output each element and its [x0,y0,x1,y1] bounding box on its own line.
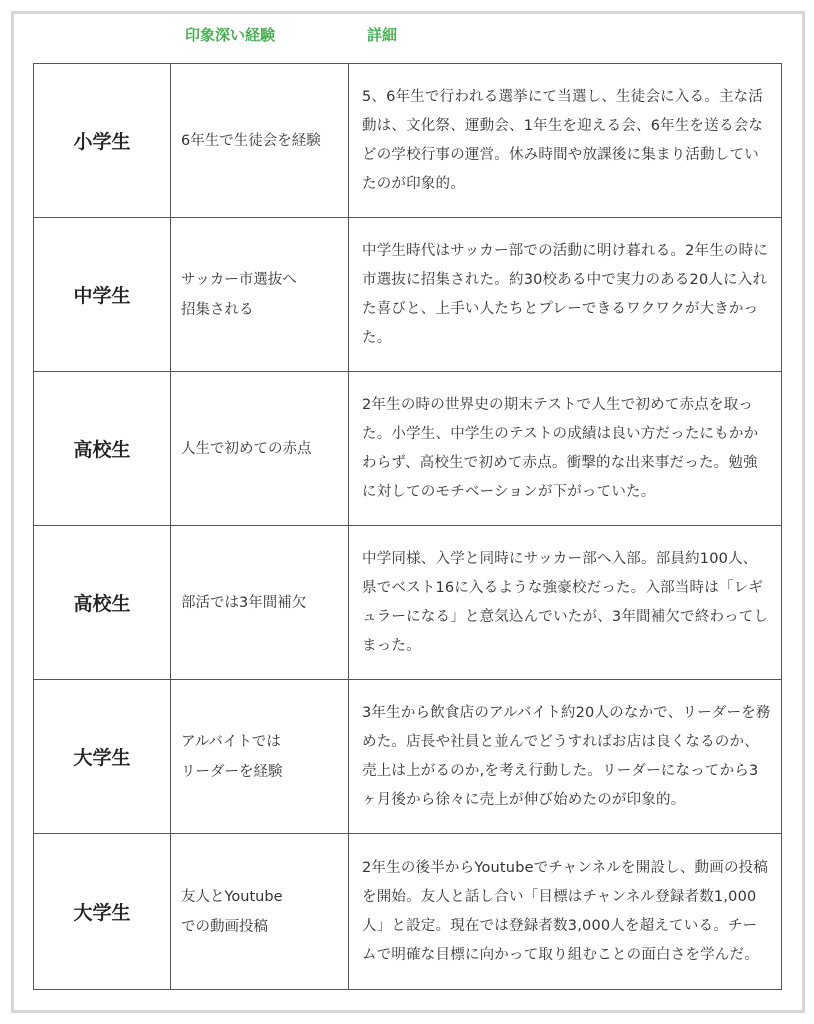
period-cell: 小学生 [34,64,171,218]
period-cell: 中学生 [34,218,171,372]
detail-cell: 3年生から飲食店のアルバイト約20人のなかで、リーダーを務めた。店長や社員と並んでどうすればお店は良くなるのか、売上は上がるのか,を考え行動した。リーダーになってから3ヶ月後から徐々に売上が伸び始めたのが印象的。 [349,680,782,834]
period-cell: 大学生 [34,834,171,990]
table-header [0,24,814,48]
period-cell: 高校生 [34,526,171,680]
experience-cell [171,680,349,834]
table-row [34,680,782,834]
experience-text: 友人とYoutube での動画投稿 [181,888,283,935]
table-row [34,526,782,680]
header-experience: 印象深い経験 [185,26,276,44]
experience-cell [171,834,349,990]
experience-text: サッカー市選抜へ 招集される [181,271,297,318]
detail-cell: 中学生時代はサッカー部での活動に明け暮れる。2年生の時に市選抜に招集された。約30校ある中で実力のある20人に入れた喜びと、上手い人たちとプレーできるワクワクが大きかった。 [349,218,782,372]
period-cell: 高校生 [34,372,171,526]
detail-cell: 5、6年生で行われる選挙にて当選し、生徒会に入る。主な活動は、文化祭、運動会、1年生を迎える会、6年生を送る会などの学校行事の運営。休み時間や放課後に集まり活動していたのが印象的。 [349,64,782,218]
experience-text: アルバイトでは リーダーを経験 [181,733,283,780]
experience-text: 6年生で生徒会を経験 [181,132,321,149]
experience-cell [171,372,349,526]
table-row [34,834,782,990]
detail-cell: 2年生の時の世界史の期末テストで人生で初めて赤点を取った。小学生、中学生のテストの成績は良い方だったにもかかわらず、高校生で初めて赤点。衝撃的な出来事だった。勉強に対してのモチベーションが下がっていた。 [349,372,782,526]
experience-cell [171,526,349,680]
experience-table [33,63,782,990]
table-row [34,64,782,218]
experience-cell [171,64,349,218]
detail-cell: 中学同様、入学と同時にサッカー部へ入部。部員約100人、県でベスト16に入るような強豪校だった。入部当時は「レギュラーになる」と意気込んでいたが、3年間補欠で終わってしまった。 [349,526,782,680]
table-row [34,372,782,526]
header-detail: 詳細 [367,26,398,44]
experience-text: 部活では3年間補欠 [181,594,307,611]
detail-cell: 2年生の後半からYoutubeでチャンネルを開設し、動画の投稿を開始。友人と話し合い「目標はチャンネル登録者数1,000人」と設定。現在では登録者数3,000人を超えている。チームで明確な目標に向かって取り組むことの面白さを学んだ。 [349,834,782,990]
table-row [34,218,782,372]
experience-text: 人生で初めての赤点 [181,440,312,457]
period-cell: 大学生 [34,680,171,834]
experience-cell [171,218,349,372]
